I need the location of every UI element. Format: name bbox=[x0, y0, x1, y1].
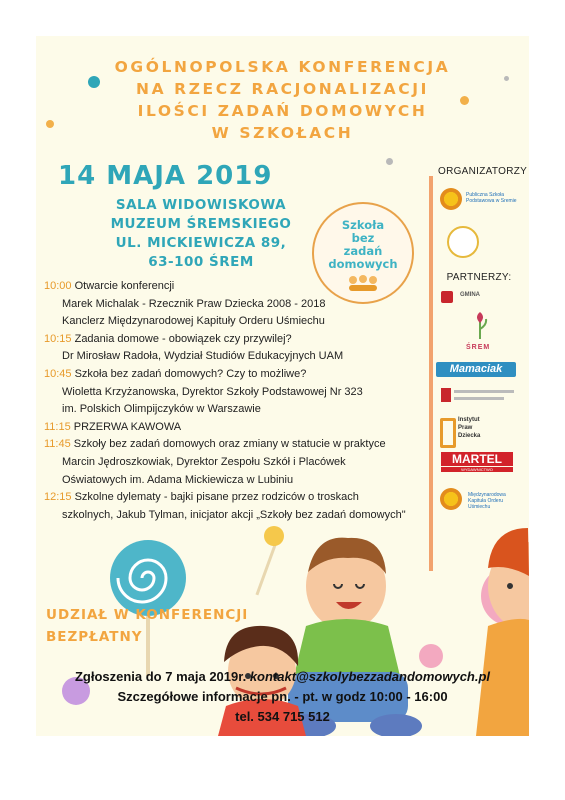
schedule-text: Szkolne dylematy - bajki pisane przez rodziców o troskach bbox=[74, 491, 359, 504]
registration-email[interactable]: kontakt@szkolybezzadandomowych.pl bbox=[249, 669, 491, 684]
schedule-text: Marcin Jędroszkowiak, Dyrektor Zespołu Szkół i Placówek bbox=[62, 455, 346, 468]
registration-prefix: Zgłoszenia do 7 maja 2019r. bbox=[74, 669, 250, 684]
venue-line: 63-100 ŚREM bbox=[148, 254, 254, 270]
title-line: NA RZECZ RACJONALIZACJI bbox=[136, 80, 429, 98]
logo-line: domowych bbox=[328, 257, 398, 271]
decor-dot bbox=[386, 158, 393, 165]
schedule-time: 11:15 bbox=[44, 420, 71, 433]
schedule-text: Zadania domowe - obowiązek czy przywilej? bbox=[74, 332, 292, 345]
participation-note bbox=[46, 604, 248, 648]
instytut-logo: Instytut Praw Dziecka bbox=[458, 417, 481, 439]
schedule-row bbox=[44, 384, 444, 402]
schedule-time: 10:15 bbox=[44, 332, 72, 345]
participation-line: UDZIAŁ W KONFERENCJI bbox=[46, 607, 249, 623]
conference-title bbox=[36, 56, 529, 144]
schedule-row bbox=[44, 401, 444, 419]
ipd-logo-icon bbox=[440, 418, 456, 448]
srem-logo: ŚREM bbox=[466, 344, 491, 351]
schedule-text: Szkoły bez zadań domowych oraz zmiany w statucie w praktyce bbox=[73, 438, 386, 451]
schedule-text: Szkoła bez zadań domowych? Czy to możliwe? bbox=[74, 367, 307, 380]
event-date: 14 MAJA 2019 bbox=[58, 161, 273, 191]
partners-heading: PARTNERZY: bbox=[446, 272, 512, 283]
schedule-text: Dr Mirosław Radoła, Wydział Studiów Edukacyjnych UAM bbox=[62, 350, 344, 363]
schedule-row bbox=[44, 436, 444, 454]
schedule-time: 10:00 bbox=[44, 280, 72, 292]
venue-line: UL. MICKIEWICZA 89, bbox=[115, 235, 287, 251]
sun-logo-icon bbox=[440, 188, 462, 210]
schedule-row bbox=[44, 313, 444, 331]
contact-box bbox=[36, 662, 529, 736]
schedule-text: Kanclerz Międzynarodowej Kapituły Orderu Uśmiechu bbox=[62, 315, 325, 328]
organizers-heading: ORGANIZATORZY bbox=[438, 166, 528, 177]
schedule-time: 10:45 bbox=[44, 367, 72, 380]
schedule-text: szkolnych, Jakub Tylman, inicjator akcji „Szkoły bez zadań domowych" bbox=[62, 508, 406, 521]
poster bbox=[36, 36, 529, 736]
title-line: W SZKOŁACH bbox=[211, 124, 354, 142]
schedule-text: im. Polskich Olimpijczyków w Warszawie bbox=[62, 403, 261, 416]
crest-icon bbox=[441, 291, 453, 303]
schedule-time: 12:15 bbox=[44, 491, 72, 504]
martel-sub: WYDAWNICTWO bbox=[441, 467, 513, 472]
schedule-time: 11:45 bbox=[44, 438, 71, 451]
organizer-name: Publiczna Szkoła Podstawowa w Sremie bbox=[466, 192, 517, 204]
schedule-row bbox=[44, 278, 444, 296]
logo-line: zadań bbox=[343, 244, 383, 258]
schedule-text: Wioletta Krzyżanowska, Dyrektor Szkoły Podstawowej Nr 323 bbox=[62, 385, 363, 398]
schedule-row bbox=[44, 366, 444, 384]
gmina-logo: GMINA bbox=[460, 292, 480, 298]
kapitula-logo: Międzynarodowa Kapituła Orderu Uśmiechu bbox=[468, 492, 506, 510]
venue-line: MUZEUM ŚREMSKIEGO bbox=[110, 216, 292, 232]
mamaciak-logo: Mamaciak bbox=[436, 362, 516, 377]
details-line: Szczegółowe informacje pn. - pt. w godz 10:00 - 16:00 bbox=[117, 689, 448, 704]
participation-line: BEZPŁATNY bbox=[46, 629, 143, 645]
title-line: ILOŚCI ZADAŃ DOMOWYCH bbox=[137, 102, 428, 120]
school-logo-icon bbox=[447, 226, 479, 258]
venue-line: SALA WIDOWISKOWA bbox=[115, 197, 287, 213]
schedule-text: Oświatowych im. Adama Mickiewicza w Lubiniu bbox=[62, 473, 294, 486]
schedule-row bbox=[44, 296, 444, 314]
logo-line: Szkoła bbox=[341, 218, 385, 232]
leaf-logo-icon bbox=[472, 311, 488, 341]
schedule-row bbox=[44, 348, 444, 366]
schedule-row bbox=[44, 454, 444, 472]
title-line: OGÓLNOPOLSKA KONFERENCJA bbox=[114, 58, 451, 76]
text-line bbox=[454, 397, 504, 400]
schedule-row bbox=[44, 331, 444, 349]
logo-text bbox=[314, 219, 412, 271]
text-line bbox=[454, 390, 514, 393]
martel-logo: MARTEL bbox=[441, 452, 513, 466]
schedule-text: Otwarcie konferencji bbox=[74, 280, 175, 292]
logo-line: bez bbox=[351, 231, 375, 245]
registration-line bbox=[36, 667, 529, 687]
crest-icon bbox=[441, 388, 451, 402]
phone-line[interactable]: tel. 534 715 512 bbox=[235, 709, 330, 724]
schedule-row bbox=[44, 419, 444, 437]
venue bbox=[96, 196, 306, 272]
schedule-text: Marek Michalak - Rzecznik Praw Dziecka 2008 - 2018 bbox=[62, 297, 326, 310]
schedule-text: PRZERWA KAWOWA bbox=[73, 420, 182, 433]
